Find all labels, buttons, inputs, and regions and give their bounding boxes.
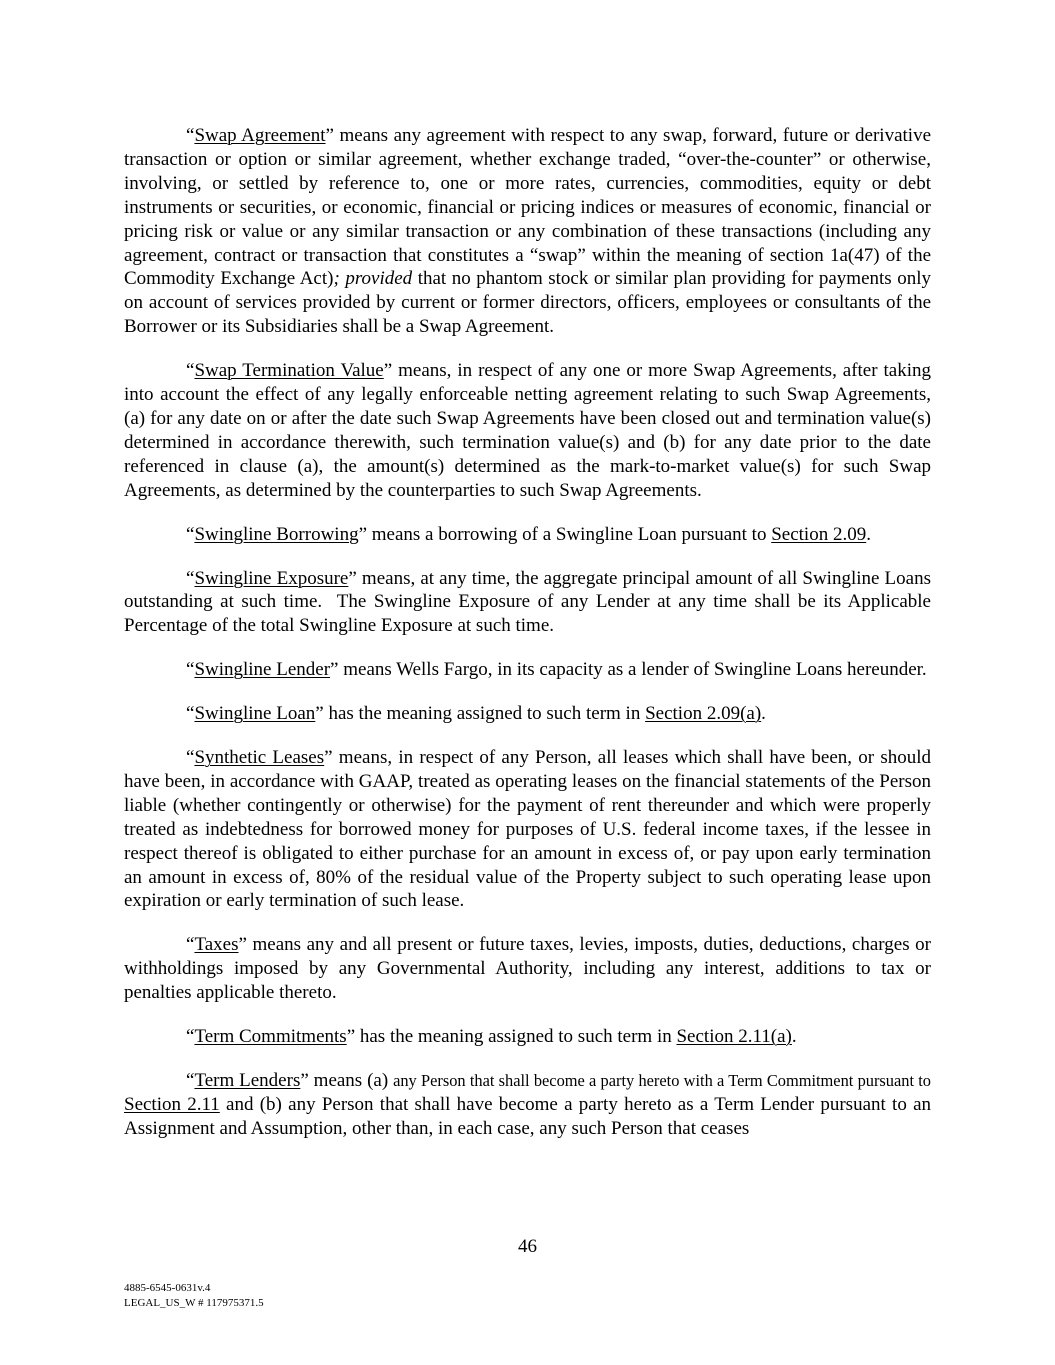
definition-text: ” means, in respect of any Person, all leases which shall have been, or should have been, in accordance with GAAP, treated as operating leases on the financial statements of the Person liable (whether contingently or otherwise) for the payment of rent thereunder and which were properly treated as indebtedness for borrowed money for purposes of U.S. federal income taxes, if the lessee in respect thereof is obligated to either purchase for an amount in excess of, or pay upon early termination an amount in excess of, 80% of the residual value of the Property subject to such operating lease upon expiration or early termination of such lease. — [124, 747, 931, 912]
defined-term: Synthetic Leases — [194, 747, 325, 769]
definition-term-lenders — [124, 1069, 931, 1141]
definition-text: ” has the meaning assigned to such term in — [346, 1026, 677, 1048]
open-quote: “ — [186, 523, 195, 545]
definition-text: ” means any and all present or future taxes, levies, imposts, duties, deductions, charges or withholdings imposed by any Governmental Authority, including any interest, additions to tax or penalties applicable thereto. — [124, 934, 931, 1004]
definition-swingline-lender — [124, 658, 931, 682]
page-number: 46 — [518, 1236, 537, 1257]
section-reference: Section 2.11(a) — [676, 1026, 792, 1048]
defined-term: Swap Termination Value — [194, 360, 384, 382]
definition-term-commitments — [124, 1025, 931, 1049]
defined-term: Swingline Borrowing — [194, 523, 359, 545]
definition-swap-termination-value — [124, 359, 931, 502]
defined-term: Swingline Loan — [194, 703, 316, 725]
open-quote: “ — [186, 567, 195, 589]
open-quote: “ — [186, 934, 195, 956]
open-quote: “ — [186, 360, 195, 382]
definition-text: ” means any agreement with respect to any swap, forward, future or derivative transaction or option or similar agreement, whether exchange traded, “over-the-counter” or otherwise, involving, or settled by reference to, one or more rates, currencies, commodities, equity or debt instruments or securities, or economic, financial or pricing indices or measures of economic, financial or pricing risk or value or any similar transaction or any combination of these transactions (including any agreement, contract or transaction that constitutes a “swap” within the meaning of section 1a(47) of the Commodity Exchange Act) — [124, 125, 932, 290]
definition-text: ” has the meaning assigned to such term in — [315, 703, 646, 725]
definition-text: ” means a borrowing of a Swingline Loan pursuant to — [358, 523, 772, 545]
open-quote: “ — [186, 125, 195, 146]
section-reference: Section 2.09(a) — [645, 703, 762, 725]
open-quote: “ — [186, 747, 195, 769]
open-quote: “ — [186, 1026, 195, 1048]
definition-synthetic-leases — [124, 746, 931, 913]
definition-text-end: . — [761, 703, 766, 725]
open-quote: “ — [186, 1070, 195, 1091]
section-reference: Section 2.11 — [124, 1093, 220, 1115]
defined-term: Swap Agreement — [194, 125, 326, 146]
definition-text: and (b) any Person that shall have become a party hereto as a Term Lender pursuant to an Assignment and Assumption, other than, in each case, any such Person that ceases — [124, 1093, 931, 1139]
defined-term: Swingline Lender — [194, 659, 331, 681]
definition-swingline-borrowing — [124, 523, 931, 547]
definition-text: ” means, in respect of any one or more Swap Agreements, after taking into account the effect of any legally enforceable netting agreement relating to such Swap Agreements, (a) for any date on or after the date such Swap Agreements have been closed out and termination value(s) determined in accordance therewith, such termination value(s) and (b) for any date prior to the date referenced in clause (a), the amount(s) determined as the mark-to-market value(s) for such Swap Agreements, as determined by the counterparties to such Swap Agreements. — [124, 360, 932, 501]
footer-legal-id: LEGAL_US_W # 117975371.5 — [124, 1297, 264, 1309]
definition-text: ” means (a) — [300, 1070, 394, 1091]
document-footer — [124, 1281, 264, 1311]
defined-term: Swingline Exposure — [194, 567, 349, 589]
definition-swap-agreement — [124, 124, 931, 339]
definition-taxes — [124, 933, 931, 1005]
open-quote: “ — [186, 703, 195, 725]
definition-text: ” means Wells Fargo, in its capacity as a lender of Swingline Loans hereunder. — [330, 659, 927, 681]
footer-doc-id: 4885-6545-0631v.4 — [124, 1282, 211, 1294]
defined-term: Term Commitments — [194, 1026, 347, 1048]
small-text: any Person that shall become a party hereto with a Term Commitment pursuant to — [393, 1071, 931, 1090]
definition-text: ” means, at any time, the aggregate principal amount of all Swingline Loans outstanding at such time. The Swingline Exposure of any Lender at any time shall be its Applicable Percentage of the total Swingline Exposure at such time. — [124, 567, 936, 637]
definition-swingline-exposure — [124, 567, 936, 639]
definition-text: that no phantom stock or similar plan providing for payments only on account of services provided by current or former directors, officers, employees or consultants of the Borrower or its Subsidiaries shall be a Swap Agreement. — [124, 268, 931, 338]
definition-text-end: . — [866, 523, 871, 545]
definitions-body — [124, 124, 936, 1161]
definition-text-end: . — [791, 1026, 797, 1048]
defined-term: Term Lenders — [194, 1070, 301, 1091]
open-quote: “ — [186, 659, 195, 681]
defined-term: Taxes — [194, 934, 239, 956]
definition-swingline-loan — [124, 702, 931, 726]
italic-text: ; provided — [333, 268, 413, 290]
section-reference: Section 2.09 — [771, 523, 867, 545]
